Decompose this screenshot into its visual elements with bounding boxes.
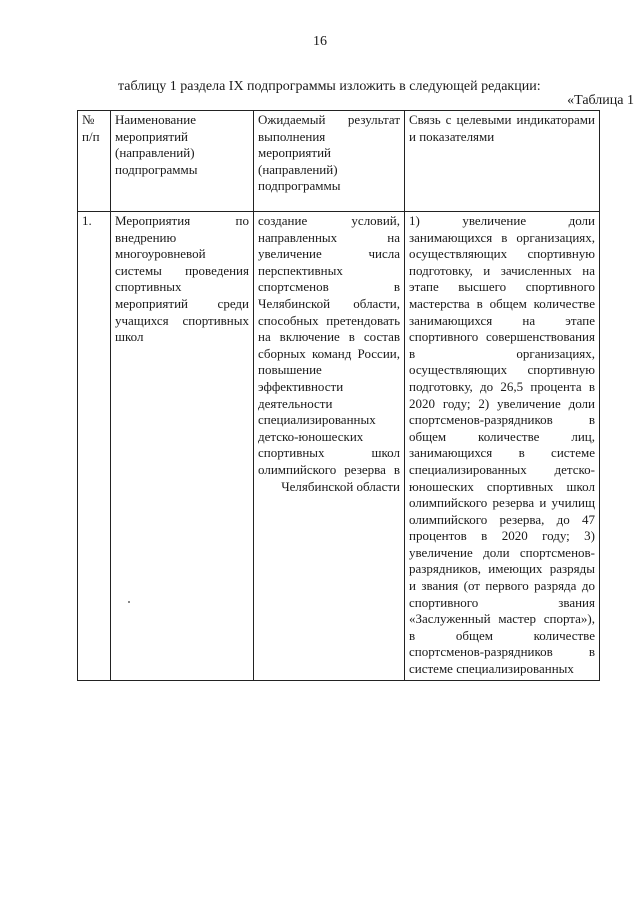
row-event-name: Мероприятия по внедрению многоуровневой системы проведения спортивных мероприятий среди учащихся спортивных школ <box>111 212 254 681</box>
header-event-name: Наименование мероприятий (направлений) подпрограммы <box>111 111 254 212</box>
header-number: № п/п <box>78 111 111 212</box>
events-table <box>77 110 600 681</box>
row-number: 1. <box>78 212 111 681</box>
row-expected-result: создание условий, направленных на увеличение числа перспективных спортсменов в Челябинской области, способных претендовать на включение в состав сборных команд России, повышение эффективности деятельности специализированных детско-юношеских спортивных школ олимпийского резерва в Челябинской области <box>254 212 405 681</box>
table-header-row <box>78 111 600 212</box>
page-number: 16 <box>313 34 327 49</box>
scan-speck <box>128 601 130 603</box>
header-indicators: Связь с целевыми индикаторами и показателями <box>405 111 600 212</box>
intro-text: таблицу 1 раздела IX подпрограммы изложить в следующей редакции: <box>118 79 541 94</box>
header-expected-result: Ожидаемый результат выполнения мероприятий (направлений) подпрограммы <box>254 111 405 212</box>
row-indicators: 1) увеличение доли занимающихся в организациях, осуществляющих спортивную подготовку, и зачисленных на этапе высшего спортивного мастерства в общем количестве занимающихся на этапе спортивного совершенствования в организациях, осуществляющих спортивную подготовку, до 26,5 процента в 2020 году; 2) увеличение доли спортсменов-разрядников в общем количестве лиц, занимающихся в системе специализированных детско-юношеских спортивных школ олимпийского резерва и училищ олимпийского резерва, до 47 процентов в 2020 году; 3) увеличение доли спортсменов-разрядников, имеющих разряды и звания (от первого разряда до спортивного звания «Заслуженный мастер спорта»), в общем количестве спортсменов-разрядников в системе специализированных <box>405 212 600 681</box>
table-caption: «Таблица 1 <box>567 93 634 108</box>
table-row <box>78 212 600 681</box>
